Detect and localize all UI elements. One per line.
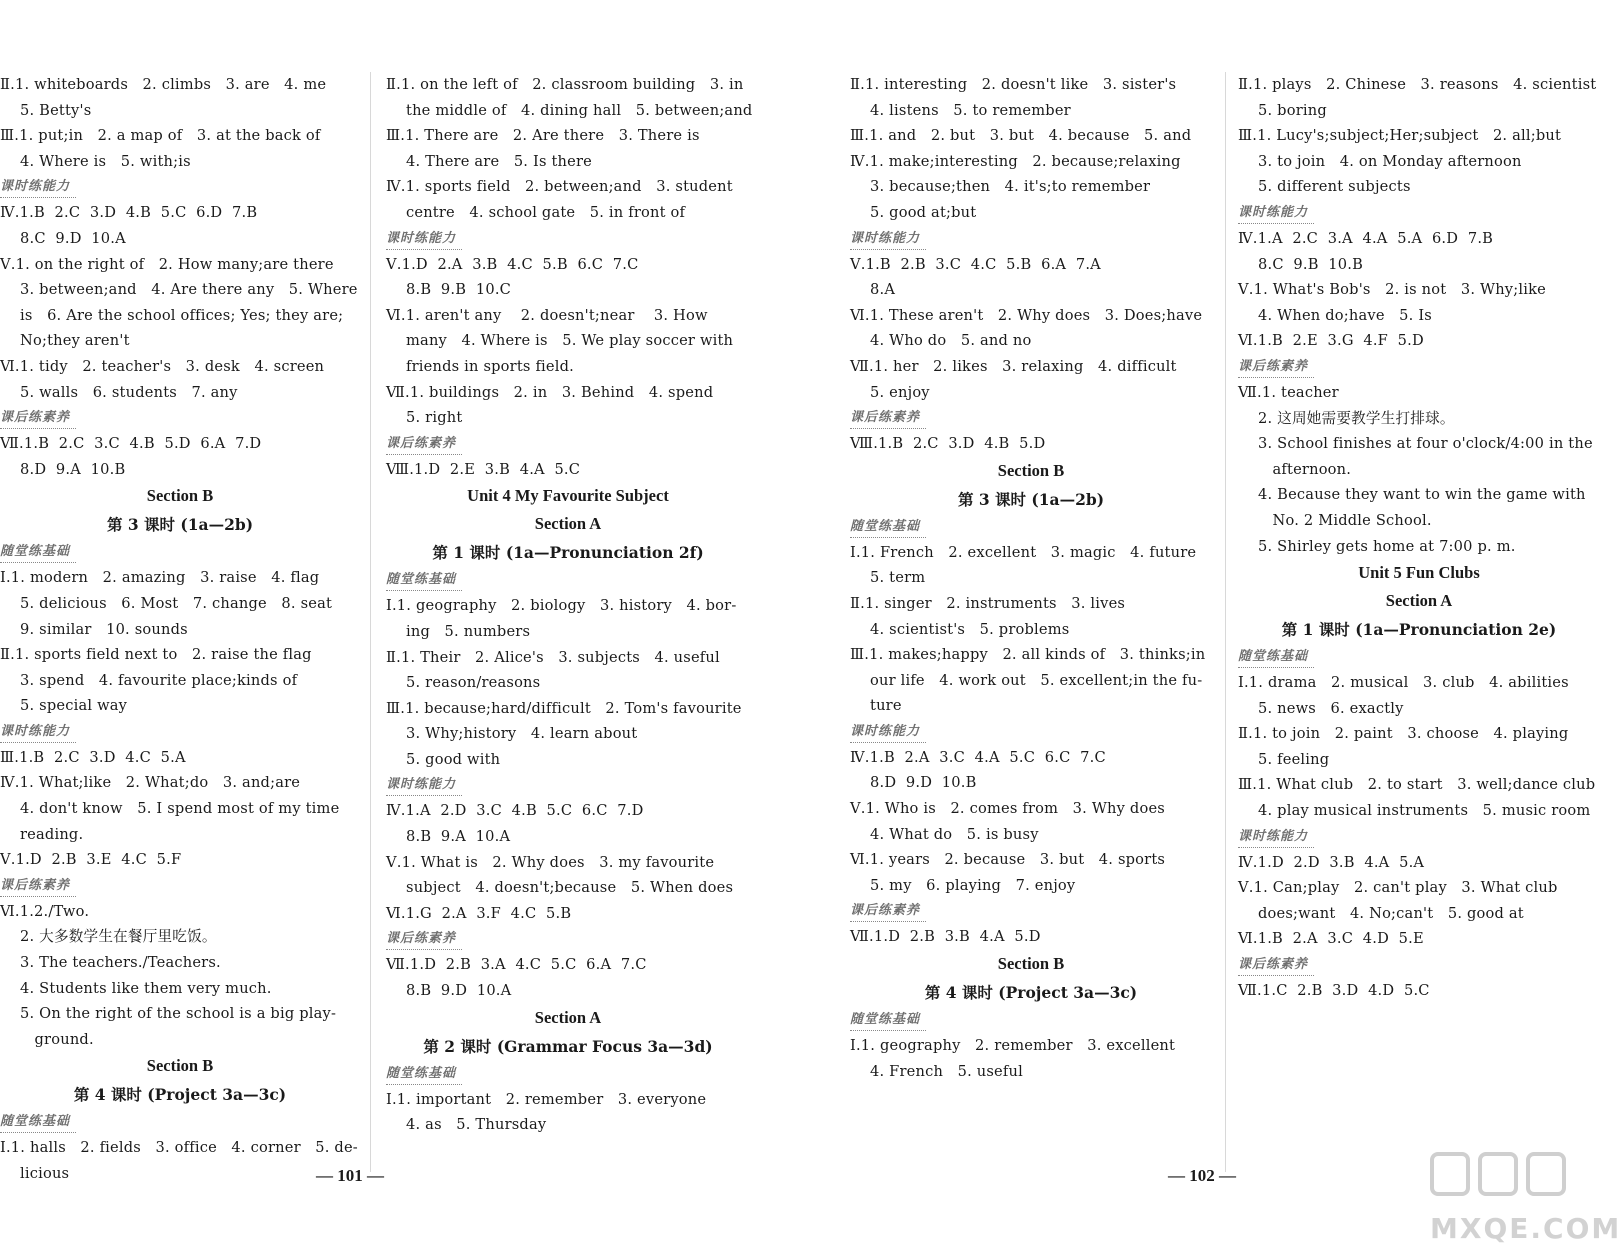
answer-line: 8.B 9.D 10.A <box>406 982 512 1000</box>
answer-line: Ⅶ.1.C 2.B 3.D 4.D 5.C <box>1238 982 1430 1000</box>
answer-line: 8.C 9.D 10.A <box>20 229 126 247</box>
answer-line: is 6. Are the school offices; Yes; they are; <box>20 306 344 324</box>
section-heading: Section A <box>534 1007 602 1027</box>
answer-line: Ⅳ.1. make;interesting 2. because;relaxing <box>850 152 1181 170</box>
exercise-level-tag: 随堂练基础 <box>0 1112 76 1133</box>
answer-line: Ⅱ.1. singer 2. instruments 3. lives <box>850 594 1126 612</box>
section-tag-row <box>0 873 360 899</box>
answer-line: Ⅴ.1.D 2.A 3.B 4.C 5.B 6.C 7.C <box>386 255 639 273</box>
answer-line: 5. On the right of the school is a big play- <box>20 1005 337 1023</box>
answer-line: 8.B 9.B 10.C <box>406 281 512 299</box>
section-tag-row <box>0 174 360 200</box>
answer-line: Ⅰ.1. modern 2. amazing 3. raise 4. flag <box>0 569 320 587</box>
answer-line: centre 4. school gate 5. in front of <box>406 203 686 221</box>
answer-line: 8.D 9.A 10.B <box>20 460 126 478</box>
answer-line: Ⅲ.1. Lucy's;subject;Her;subject 2. all;but <box>1238 127 1562 145</box>
exercise-level-tag: 随堂练基础 <box>1238 647 1314 668</box>
answer-line: Ⅱ.1. interesting 2. doesn't like 3. sister's <box>850 76 1177 93</box>
answer-line: Ⅳ.1. What;like 2. What;do 3. and;are <box>0 774 301 792</box>
answer-line: Ⅱ.1. on the left of 2. classroom building 3. in <box>386 76 744 93</box>
answer-line: Ⅶ.1. her 2. likes 3. relaxing 4. difficult <box>850 357 1177 375</box>
lesson-heading: 第 1 课时 (1a—Pronunciation 2f) <box>432 543 704 563</box>
answer-line: 5. right <box>406 409 463 427</box>
section-tag-row <box>386 567 750 593</box>
answer-line: Ⅰ.1. halls 2. fields 3. office 4. corner 5. de- <box>0 1139 358 1157</box>
section-heading: Unit 5 Fun Clubs <box>1358 563 1480 583</box>
answer-line: 5. good with <box>406 750 501 768</box>
answer-line: 4. French 5. useful <box>870 1062 1023 1080</box>
answer-line: Ⅵ.1.B 2.A 3.C 4.D 5.E <box>1238 930 1424 948</box>
answer-line: 5. reason/reasons <box>406 674 541 692</box>
answer-line: many 4. Where is 5. We play soccer with <box>406 332 734 350</box>
answer-column-2 <box>386 72 753 1138</box>
answer-line: Ⅵ.1. aren't any 2. doesn't;near 3. How <box>386 306 708 324</box>
page-number-right: — 102 — <box>1168 1166 1236 1185</box>
answer-line: Ⅱ.1. plays 2. Chinese 3. reasons 4. scientist <box>1238 76 1597 93</box>
answer-line: Ⅲ.1.B 2.C 3.D 4.C 5.A <box>0 748 186 766</box>
answer-line: Ⅰ.1. geography 2. remember 3. excellent <box>850 1037 1176 1055</box>
section-tag-row <box>0 539 360 565</box>
answer-line: Ⅳ.1.B 2.A 3.C 4.A 5.C 6.C 7.C <box>850 748 1106 766</box>
answer-line: Ⅰ.1. drama 2. musical 3. club 4. abilities <box>1238 674 1569 692</box>
answer-column-3 <box>850 72 1212 1084</box>
section-tag-row <box>386 772 750 798</box>
answer-line: licious <box>20 1165 70 1182</box>
answer-line: Ⅴ.1. on the right of 2. How many;are there <box>0 255 334 273</box>
answer-line: 3. to join 4. on Monday afternoon <box>1258 152 1522 170</box>
answer-line: 4. listens 5. to remember <box>870 101 1071 119</box>
exercise-level-tag: 课后练素养 <box>386 929 462 950</box>
exercise-level-tag: 随堂练基础 <box>850 517 926 538</box>
answer-line: 3. Why;history 4. learn about <box>406 725 638 743</box>
answer-line: Ⅵ.1.G 2.A 3.F 4.C 5.B <box>386 904 572 922</box>
answer-line: Ⅱ.1. sports field next to 2. raise the flag <box>0 646 312 664</box>
answer-line: 5. good at;but <box>870 203 977 221</box>
answer-line: No. 2 Middle School. <box>1258 511 1432 529</box>
answer-column-1 <box>0 72 360 1187</box>
answer-line: 8.C 9.B 10.B <box>1258 255 1364 273</box>
exercise-level-tag: 课时练能力 <box>386 775 462 796</box>
answer-line: Ⅲ.1. makes;happy 2. all kinds of 3. thinks;in <box>850 646 1206 664</box>
answer-line: Ⅴ.1. Can;play 2. can't play 3. What club <box>1238 879 1558 897</box>
exercise-level-tag: 随堂练基础 <box>850 1010 926 1031</box>
answer-line: 4. Where is 5. with;is <box>20 152 191 170</box>
answer-line: our life 4. work out 5. excellent;in the fu- <box>870 671 1203 689</box>
answer-line: ture <box>870 697 902 715</box>
answer-line: the middle of 4. dining hall 5. between;and <box>406 101 753 119</box>
answer-line: Ⅷ.1.B 2.C 3.D 4.B 5.D <box>850 435 1046 453</box>
answer-line: Ⅶ.1.D 2.B 3.A 4.C 5.C 6.A 7.C <box>386 956 647 974</box>
watermark-logo <box>1390 1138 1621 1250</box>
answer-line: 4. Students like them very much. <box>20 979 272 997</box>
answer-line: 4. Because they want to win the game with <box>1258 486 1586 504</box>
section-tag-row <box>850 405 1212 431</box>
answer-line: subject 4. doesn't;because 5. When does <box>406 879 734 897</box>
answer-line: 9. similar 10. sounds <box>20 620 188 638</box>
exercise-level-tag: 随堂练基础 <box>386 570 462 591</box>
exercise-level-tag: 课时练能力 <box>850 722 926 743</box>
answer-line: Ⅲ.1. and 2. but 3. but 4. because 5. and <box>850 127 1192 145</box>
answer-line: Ⅳ.1. sports field 2. between;and 3. student <box>386 178 733 196</box>
answer-line: Ⅳ.1.B 2.C 3.D 4.B 5.C 6.D 7.B <box>0 204 258 222</box>
lesson-heading: 第 1 课时 (1a—Pronunciation 2e) <box>1281 620 1557 640</box>
answer-line: 5. Betty's <box>20 101 92 119</box>
answer-line: 5. enjoy <box>870 383 930 401</box>
answer-line: 4. There are 5. Is there <box>406 152 592 170</box>
answer-line: Ⅴ.1. What is 2. Why does 3. my favourite <box>386 853 715 871</box>
answer-line: Ⅵ.1.B 2.E 3.G 4.F 5.D <box>1238 332 1424 350</box>
answer-line: Ⅵ.1. tidy 2. teacher's 3. desk 4. screen <box>0 357 325 375</box>
answer-line: 8.A <box>870 281 896 299</box>
answer-line: 3. School finishes at four o'clock/4:00 in the <box>1258 435 1593 453</box>
answer-line: Ⅵ.1. years 2. because 3. but 4. sports <box>850 851 1166 869</box>
exercise-level-tag: 课时练能力 <box>386 229 462 250</box>
section-tag-row <box>386 431 750 457</box>
section-tag-row <box>0 405 360 431</box>
answer-line: ing 5. numbers <box>406 622 531 640</box>
section-tag-row <box>850 514 1212 540</box>
answer-line: Ⅲ.1. There are 2. Are there 3. There is <box>386 127 700 145</box>
section-tag-row <box>386 1061 750 1087</box>
column-divider <box>1225 72 1226 1172</box>
answer-column-4 <box>1238 72 1600 1004</box>
section-tag-row <box>1238 200 1600 226</box>
section-tag-row <box>850 719 1212 745</box>
answer-line: Ⅱ.1. to join 2. paint 3. choose 4. playing <box>1238 725 1569 743</box>
answer-line: 2. 这周她需要教学生打排球。 <box>1258 409 1455 427</box>
lesson-heading: 第 4 课时 (Project 3a—3c) <box>924 983 1138 1003</box>
answer-line: Ⅰ.1. French 2. excellent 3. magic 4. future <box>850 543 1197 561</box>
exercise-level-tag: 课后练素养 <box>850 901 926 922</box>
section-heading: Section B <box>997 460 1065 480</box>
answer-line: 5. feeling <box>1258 750 1330 768</box>
section-tag-row <box>1238 644 1600 670</box>
answer-line: 3. spend 4. favourite place;kinds of <box>20 671 298 689</box>
answer-line: 4. Who do 5. and no <box>870 332 1032 350</box>
answer-line: does;want 4. No;can't 5. good at <box>1258 904 1524 922</box>
answer-line: No;they aren't <box>20 332 130 350</box>
section-tag-row <box>386 926 750 952</box>
exercise-level-tag: 课时练能力 <box>1238 827 1314 848</box>
answer-line: 3. between;and 4. Are there any 5. Where <box>20 281 358 299</box>
section-tag-row <box>850 898 1212 924</box>
answer-line: 5. term <box>870 569 926 587</box>
section-heading: Section B <box>146 1056 214 1076</box>
answer-line: 5. Shirley gets home at 7:00 p. m. <box>1258 537 1516 555</box>
answer-line: Ⅴ.1. Who is 2. comes from 3. Why does <box>850 800 1165 818</box>
answer-line: 4. as 5. Thursday <box>406 1116 547 1134</box>
answer-line: 4. What do 5. is busy <box>870 825 1039 843</box>
section-tag-row <box>1238 354 1600 380</box>
exercise-level-tag: 课时练能力 <box>0 722 76 743</box>
exercise-level-tag: 课后练素养 <box>386 434 462 455</box>
page-number-left: — 101 — <box>316 1166 384 1185</box>
answer-line: Ⅷ.1.D 2.E 3.B 4.A 5.C <box>386 460 581 478</box>
section-heading: Unit 4 My Favourite Subject <box>467 486 669 506</box>
answer-line: Ⅶ.1.D 2.B 3.B 4.A 5.D <box>850 928 1041 946</box>
answer-line: 5. delicious 6. Most 7. change 8. seat <box>20 594 333 612</box>
exercise-level-tag: 课后练素养 <box>1238 955 1314 976</box>
lesson-heading: 第 3 课时 (1a—2b) <box>106 515 254 535</box>
answer-line: reading. <box>20 825 84 843</box>
answer-line: Ⅲ.1. because;hard/difficult 2. Tom's favourite <box>386 699 742 717</box>
answer-line: Ⅴ.1. What's Bob's 2. is not 3. Why;like <box>1238 281 1546 299</box>
section-heading: Section A <box>534 514 602 534</box>
exercise-level-tag: 课时练能力 <box>0 177 76 198</box>
answer-line: 4. don't know 5. I spend most of my time <box>20 800 340 818</box>
answer-line: 4. When do;have 5. Is <box>1258 306 1432 324</box>
section-tag-row <box>0 719 360 745</box>
answer-line: 4. play musical instruments 5. music room <box>1258 802 1591 820</box>
answer-line: Ⅶ.1. teacher <box>1238 383 1339 401</box>
answer-line: 5. special way <box>20 697 128 715</box>
section-tag-row <box>386 226 750 252</box>
answer-line: 5. news 6. exactly <box>1258 699 1404 717</box>
answer-line: Ⅱ.1. Their 2. Alice's 3. subjects 4. useful <box>386 648 720 666</box>
exercise-level-tag: 课后练素养 <box>0 408 76 429</box>
answer-line: 8.D 9.D 10.B <box>870 774 977 792</box>
exercise-level-tag: 课后练素养 <box>0 876 76 897</box>
section-tag-row <box>1238 824 1600 850</box>
answer-line: Ⅶ.1.B 2.C 3.C 4.B 5.D 6.A 7.D <box>0 435 262 453</box>
exercise-level-tag: 随堂练基础 <box>0 542 76 563</box>
lesson-heading: 第 2 课时 (Grammar Focus 3a—3d) <box>423 1036 713 1056</box>
answer-line: 5. boring <box>1258 101 1327 119</box>
exercise-level-tag: 课时练能力 <box>850 229 926 250</box>
answer-line: afternoon. <box>1258 460 1352 478</box>
section-tag-row <box>850 226 1212 252</box>
answer-line: 5. different subjects <box>1258 178 1411 196</box>
answer-line: 4. scientist's 5. problems <box>870 620 1070 638</box>
answer-line: Ⅳ.1.A 2.D 3.C 4.B 5.C 6.C 7.D <box>386 802 644 820</box>
answer-line: Ⅴ.1.B 2.B 3.C 4.C 5.B 6.A 7.A <box>850 255 1101 273</box>
answer-line: Ⅱ.1. whiteboards 2. climbs 3. are 4. me <box>0 76 327 93</box>
answer-line: friends in sports field. <box>406 357 574 375</box>
answer-line: 8.B 9.A 10.A <box>406 828 511 846</box>
answer-line: Ⅰ.1. important 2. remember 3. everyone <box>386 1090 707 1108</box>
answer-line: Ⅵ.1.2./Two. <box>0 902 90 920</box>
exercise-level-tag: 课时练能力 <box>1238 203 1314 224</box>
answer-line: 5. my 6. playing 7. enjoy <box>870 876 1076 894</box>
section-tag-row <box>850 1007 1212 1033</box>
answer-line: 2. 大多数学生在餐厅里吃饭。 <box>20 928 217 946</box>
answer-line: Ⅳ.1.A 2.C 3.A 4.A 5.A 6.D 7.B <box>1238 229 1494 247</box>
section-heading: Section B <box>997 954 1065 974</box>
answer-line: 5. walls 6. students 7. any <box>20 383 238 401</box>
answer-line: Ⅵ.1. These aren't 2. Why does 3. Does;have <box>850 306 1203 324</box>
column-divider <box>370 72 371 1172</box>
answer-line: Ⅲ.1. put;in 2. a map of 3. at the back of <box>0 127 321 145</box>
section-heading: Section A <box>1385 591 1453 611</box>
answer-line: Ⅳ.1.D 2.D 3.B 4.A 5.A <box>1238 853 1425 871</box>
section-tag-row <box>0 1109 360 1135</box>
answer-line: Ⅲ.1. What club 2. to start 3. well;dance club <box>1238 776 1596 794</box>
lesson-heading: 第 3 课时 (1a—2b) <box>957 489 1105 509</box>
answer-line: Ⅴ.1.D 2.B 3.E 4.C 5.F <box>0 851 182 869</box>
exercise-level-tag: 课后练素养 <box>1238 357 1314 378</box>
answer-line: 3. because;then 4. it's;to remember <box>870 178 1151 196</box>
exercise-level-tag: 课后练素养 <box>850 408 926 429</box>
answer-line: Ⅰ.1. geography 2. biology 3. history 4. bor- <box>386 597 737 615</box>
answer-line: 3. The teachers./Teachers. <box>20 954 221 972</box>
answer-line: Ⅶ.1. buildings 2. in 3. Behind 4. spend <box>386 383 714 401</box>
lesson-heading: 第 4 课时 (Project 3a—3c) <box>73 1085 287 1105</box>
section-tag-row <box>1238 952 1600 978</box>
section-heading: Section B <box>146 486 214 506</box>
exercise-level-tag: 随堂练基础 <box>386 1064 462 1085</box>
answer-line: ground. <box>20 1030 94 1048</box>
watermark-site: MXQE.COM <box>1430 1212 1621 1245</box>
